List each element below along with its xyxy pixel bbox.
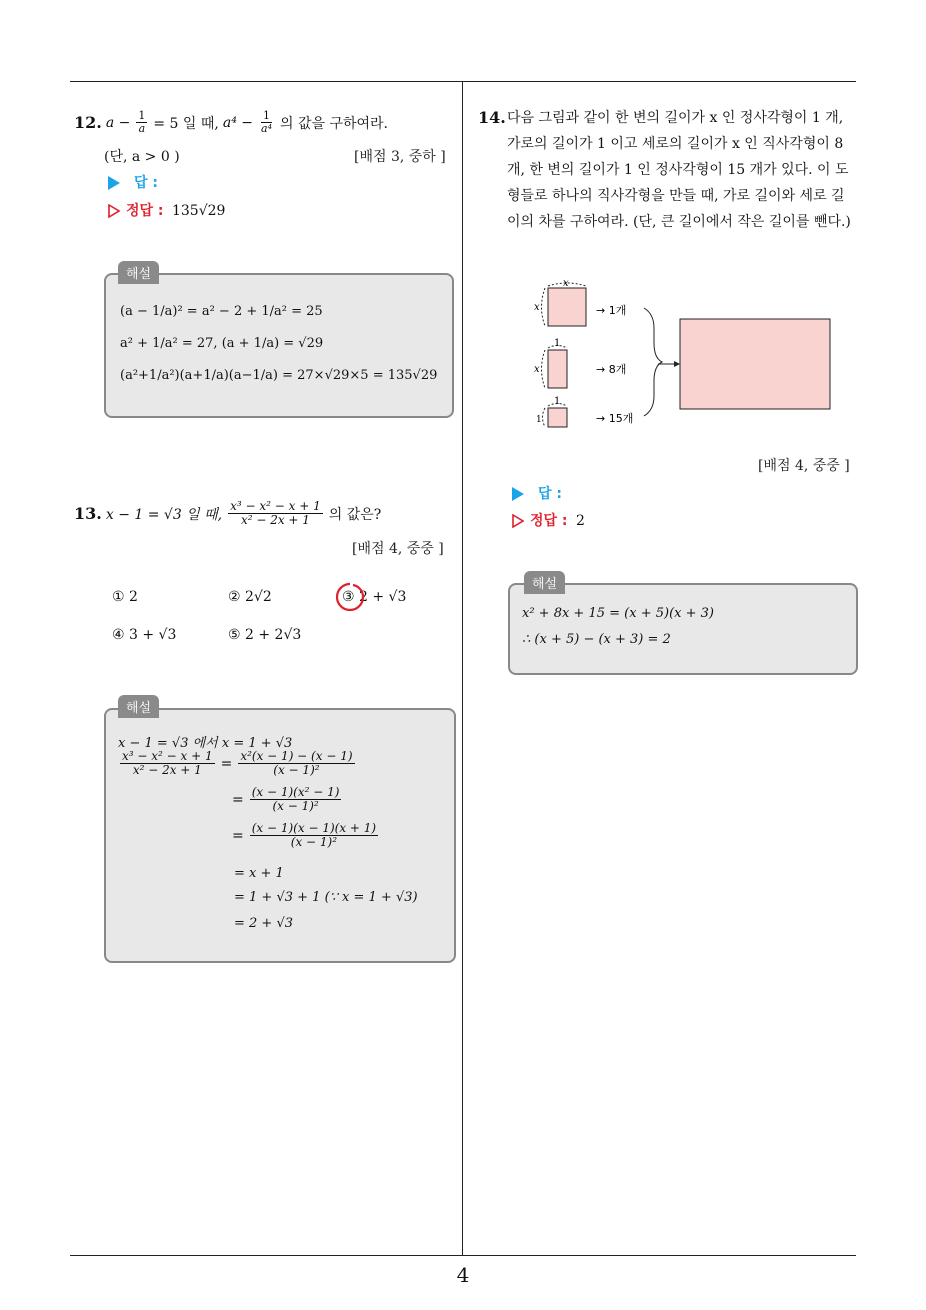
label-1-side: 1 xyxy=(536,415,542,425)
bottom-rule xyxy=(70,1255,856,1256)
q14-solution-line: x² + 8x + 15 = (x + 5)(x + 3) xyxy=(522,606,714,621)
outline-triangle-icon xyxy=(108,204,120,218)
q13-solution-tail: = 1 + √3 + 1 (∵ x = 1 + √3) xyxy=(234,890,418,905)
q12-frac-1-over-a4: $\frac{1}{\text{a⁴}}$ xyxy=(261,109,272,136)
q13-option-5[interactable]: ⑤ 2 + 2√3 xyxy=(228,627,302,643)
q12-solution-line: (a²+1/a²)(a+1/a)(a−1/a) = 27×√29×5 = 135√29 xyxy=(120,368,438,383)
q12-meta: [배점 3, 중하 ] xyxy=(354,149,446,165)
q13-statement: 13. x − 1 = √3 일 때, $\frac{\text{x³ − x² − x + 1}}{\text{x² − 2x + 1}}$ 의 값은? xyxy=(74,499,382,528)
label-1-top: 1 xyxy=(554,338,561,349)
q13-option-2[interactable]: ② 2√2 xyxy=(228,589,272,605)
q12-frac-1-over-a: $\frac{1}{a}$ xyxy=(138,109,146,136)
q13-option-4[interactable]: ④ 3 + √3 xyxy=(112,627,177,643)
q12-correct-value: 135√29 xyxy=(171,203,226,219)
q14-number: 14. xyxy=(478,108,506,127)
play-icon xyxy=(108,176,120,190)
q14-correct-value: 2 xyxy=(575,513,585,529)
q13-solution-step: = $\frac{(x - 1)(x - 1)(x + 1)}{\text{(x − 1)²}}$ xyxy=(232,821,377,850)
q14-meta: [배점 4, 중중 ] xyxy=(758,458,850,474)
q12-solution-line: a² + 1/a² = 27, (a + 1/a) = √29 xyxy=(120,336,324,351)
column-divider xyxy=(462,82,463,1255)
q14-solution-line: ∴ (x + 5) − (x + 3) = 2 xyxy=(522,632,671,647)
q13-solution-tail: = x + 1 xyxy=(234,866,284,881)
q14-figure xyxy=(530,278,840,438)
label-x-side-2: x xyxy=(534,364,540,375)
q13-option-1[interactable]: ① 2 xyxy=(112,589,138,605)
top-rule xyxy=(70,81,856,82)
q12-condition: (단, a > 0 ) xyxy=(104,149,180,165)
q13-solution-step: = $\frac{\text{(x − 1)(x² − 1)}}{\text{(x − 1)²}}$ xyxy=(232,785,340,814)
q12-answer-row: 답 : xyxy=(108,172,158,192)
label-x-side: x xyxy=(534,302,540,313)
q13-solution-tail: = 2 + √3 xyxy=(234,916,294,931)
q12-number: 12. xyxy=(74,113,102,133)
q13-solution-tab: 해설 xyxy=(118,695,159,718)
q13-solution-lhs: $\frac{\text{x³ − x² − x + 1}}{\text{x² − 2x + 1}}$ = $\frac{\text{x²(x − 1) − (x − 1)}}{\text{(x − 1)²}}$ xyxy=(122,749,353,778)
page-number: 4 xyxy=(456,1263,470,1287)
label-1-top-2: 1 xyxy=(554,396,561,407)
q12-solution-line: (a − 1/a)² = a² − 2 + 1/a² = 25 xyxy=(120,304,323,319)
q12-correct-row: 정답 : 135√29 xyxy=(108,200,225,220)
q14-correct-row: 정답 : 2 xyxy=(512,510,585,530)
q13-option-3[interactable]: ③ 2 + √3 xyxy=(342,589,407,605)
label-x-top: x xyxy=(563,278,569,289)
q14-solution-box xyxy=(508,583,858,675)
count-2: → 8개 xyxy=(596,363,627,376)
count-3: → 15개 xyxy=(596,412,634,425)
q12-statement: 12. a − $\frac{1}{a}$ = 5 일 때, a⁴ − $\frac{1}{\text{a⁴}}$ 의 값을 구하여라. xyxy=(74,109,389,136)
play-icon xyxy=(512,487,524,501)
q12-solution-tab: 해설 xyxy=(118,261,159,284)
q14-solution-tab: 해설 xyxy=(524,571,565,594)
count-1: → 1개 xyxy=(596,304,627,317)
q14-statement: 다음 그림과 같이 한 변의 길이가 x 인 정사각형이 1 개, 가로의 길이가 1 이고 세로의 길이가 x 인 직사각형이 8 개, 한 변의 길이가 1 인 정사각형이 15 개가 있다. 이 도형들로 하나의 직사각형을 만들 때, 가로 길이와 세로 길이의 차를 구하여라. (단, 큰 길이에서 작은 길이를 뺀다.) xyxy=(507,110,851,230)
q13-meta: [배점 4, 중중 ] xyxy=(352,541,444,557)
q14-answer-row: 답 : xyxy=(512,483,562,503)
q13-fraction: $\frac{\text{x³ − x² − x + 1}}{\text{x² − 2x + 1}}$ xyxy=(230,499,321,528)
outline-triangle-icon xyxy=(512,514,524,528)
q13-solution-first: x − 1 = √3 에서 x = 1 + √3 xyxy=(118,736,293,751)
selected-answer-circle-mark xyxy=(333,580,367,614)
q13-number: 13. xyxy=(74,504,102,524)
